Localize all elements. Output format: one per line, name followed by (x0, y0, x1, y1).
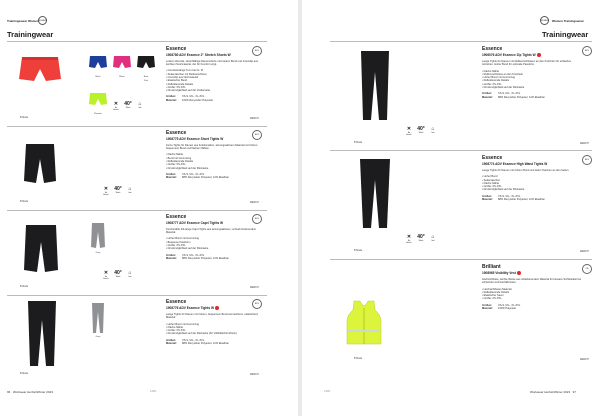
product-image-zip-tights (357, 50, 393, 122)
separator (330, 150, 592, 151)
footer-mid: 1908 ... (324, 390, 333, 393)
color-label: Grey (95, 336, 101, 338)
iron-icon: ⌂ Iron (128, 270, 132, 278)
spec-list: Größen: XS-S, M-L, XL-XXL Material: 88% Recycelter Polyester, 12% Elasthan (166, 253, 229, 260)
care-icons (102, 270, 134, 280)
product-subtitle: 1908965 Visibility Vest (482, 271, 582, 275)
feature-list: • Flache Nähte • Bund mit Gummizug • Reflektierende Details • Größe: XS-XXL • Druckmöglichkeit auf der Rückseite (166, 153, 262, 169)
spec-list: Größen: XS-S, M-L, XL-XXL Material: 88% Recycelter Polyester, 12% Elasthan (482, 194, 545, 201)
product-name: Essence (166, 214, 187, 220)
feature-list: • Innenbeinlänge 5 cm bei Gr. M • Seitentaschen mit Reißverschluss • Innenslip aus Netzmaterial • Elastischer Bund • Reflektierende Details • Größe: XS-XXL • Druckmöglichkeit auf der Vorderseite (166, 69, 262, 92)
no-bleach-icon: ✕ No bleach (406, 126, 412, 137)
footer-text: Workwear Herbst/Winter 2023 (12, 390, 53, 394)
product-subtitle: 1908780 ADV Essence 2" Stretch Shorts W (166, 53, 231, 57)
care-icons (405, 234, 437, 244)
feature-list: • Hoher Bund mit Gummizug • Bequeme Passform • Größe: XS-XXL • Druckmöglichkeit auf der Rückseite (166, 237, 262, 250)
iron-icon: ⌂ Iron (128, 186, 132, 194)
product-image-visibility-vest (344, 300, 384, 346)
wash-icon: 40° Wash (114, 270, 122, 278)
header-label: Trainingswear Women (7, 19, 39, 23)
product-ref: MERCH (250, 201, 259, 204)
product-subtitle: 1908776 ADV Essence Tights W (166, 306, 262, 310)
feature-list: • Hoher Bund mit Gummizug • Flache Nähte • Größe: XS-XXL • Druckmöglichkeit auf der Rückseite (für Vollbildschirmdruck) (166, 323, 262, 336)
product-image-shorts-flumino (88, 92, 108, 108)
color-label: Pink (143, 80, 149, 82)
feature-list: • Hoher Bund • Seitentaschen • Flache Nähte • Größe: XS-XXL • Druckmöglichkeit auf der Rückseite (482, 175, 582, 191)
product-image-short-tights (22, 143, 58, 187)
product-ref: MERCH (580, 250, 589, 253)
product-info (482, 155, 582, 201)
product-ref: MERCH (250, 373, 259, 376)
product-name: Essence (482, 46, 503, 52)
separator (330, 259, 592, 260)
spec-list: Größen: XS-S, M-L, XL-XXL Material: 88% Recycelter Polyester, 12% Elasthan (482, 92, 545, 99)
product-description: Lange Tights für Damen mit Reißverschlüssen an den Knöcheln für einfaches Anziehen. Hoher Bund für optimale Passform. (482, 60, 571, 67)
new-indicator-icon (517, 271, 521, 275)
header-badge: WOMEN (38, 16, 47, 25)
product-code: B Mode (20, 116, 29, 119)
header-badge: WOMEN (540, 16, 549, 25)
product-subtitle: 1908775 ADV Essence Short Tights W (166, 137, 224, 141)
no-bleach-icon: ✕ No bleach (406, 234, 412, 245)
right-page (302, 0, 600, 416)
adv-badge: ADV (252, 299, 262, 309)
product-subtitle: 1908777 ADV Essence Capri Tights W (166, 221, 224, 225)
separator (7, 41, 267, 42)
product-ref: MERCH (580, 358, 589, 361)
footer-text: Workwear Herbst/Winter 2023 (530, 390, 571, 394)
product-image-shorts-blue (88, 55, 108, 71)
product-info (482, 264, 582, 310)
product-image-shorts-red (18, 55, 62, 87)
product-description: Locker sitzende, stretchfähige Damenshorts mit breitem Bund und Innenslip aus leichtem Netzmaterial, der für Komfort sorgt. (166, 60, 258, 67)
product-code: B Mode (354, 357, 363, 360)
left-page (0, 0, 298, 416)
product-image-capri-tights-black (22, 224, 60, 274)
iron-icon: ⌂ Iron (138, 101, 142, 109)
product-name: Brilliant (482, 264, 501, 270)
product-description: Lange Tights für Damen mit hohem Bund und tiefen Taschen an den Seiten. (482, 169, 570, 172)
product-code: B Mode (354, 141, 363, 144)
care-icons (112, 101, 144, 111)
separator (7, 295, 267, 296)
product-info (166, 130, 262, 179)
color-label: Beat (143, 76, 149, 78)
spec-list: Größen: XS-S, M-L, XL-XXL Material: 100% Recycelter Polyester (166, 95, 214, 102)
color-label: Flumino (94, 113, 102, 115)
wash-icon: 40° Wash (124, 101, 132, 109)
color-label: Black (95, 76, 101, 78)
page-title: Trainingwear (542, 30, 589, 39)
separator (330, 41, 592, 42)
footer (530, 390, 576, 394)
color-label: Grey (95, 252, 101, 254)
no-bleach-icon: ✕ No bleach (103, 186, 109, 197)
no-bleach-icon: ✕ No bleach (103, 270, 109, 281)
footer (7, 390, 53, 394)
product-image-high-waist-tights (357, 158, 393, 230)
page-number: 96 (7, 390, 11, 394)
product-subtitle: 1906076 ADV Essence Zip Tights W (482, 53, 582, 57)
header-label: Women Trainingswear (552, 19, 584, 23)
product-name: Essence (166, 299, 187, 305)
product-ref: MERCH (250, 286, 259, 289)
no-bleach-icon: ✕ No bleach (113, 101, 119, 112)
spec-list: Größen: XS-S, M-L, XL-XXL Material: 88% Recycelter Polyester, 12% Elasthan (166, 172, 229, 180)
product-name: Essence (166, 130, 187, 136)
product-info (166, 214, 262, 260)
product-image-shorts-pink (112, 55, 132, 71)
care-icons (405, 126, 437, 136)
product-image-tights-black (24, 300, 60, 368)
feature-list: • Flache Nähte • Reißverschlüsse an den Knöcheln • Hoher Bund mit Gummizug • Reflektierende Details • Größe: XS-XXL • Druckmöglichkeit auf der Rückseite (482, 70, 582, 90)
adv-badge: ADV (252, 46, 262, 56)
product-image-shorts-black (136, 55, 156, 71)
new-indicator-icon (215, 306, 219, 310)
spec-list: Größen: XS-S, M-L, XL-XXL Material: 88% Recycelter Polyester, 12% Elasthan (166, 338, 229, 346)
wash-icon: 40° Wash (114, 186, 122, 194)
product-code: B Mode (20, 372, 29, 375)
new-indicator-icon (537, 53, 541, 57)
product-ref: MERCH (580, 142, 589, 145)
care-icons (102, 186, 134, 196)
color-label: Blaze (119, 76, 125, 78)
product-ref: MERCH (250, 117, 259, 120)
product-info (482, 46, 582, 99)
wash-icon: 40° Wash (417, 234, 425, 242)
product-code: B Mode (354, 249, 363, 252)
product-info (166, 46, 262, 102)
iron-icon: ⌂ Iron (431, 126, 435, 134)
adv-badge: ADV (582, 46, 592, 56)
feature-list: • Hochsichtbares Material • Reflektierende Details • Elastischer Saum • Größe: XS-XXL (482, 288, 582, 301)
wash-icon: 40° Wash (417, 126, 425, 134)
product-description: Kurze Tights für Damen aus funktionellem, atmungsaktivem Material mit hohem, bequemem Bund und flachen Nähten. (166, 144, 258, 151)
product-info (166, 299, 262, 345)
product-description: Komfortable 3/4-lange Capri-Tights aus atmungsaktivem, schnell trocknendem Material. (166, 228, 257, 235)
product-description: Hochsichtbare, leichte Weste aus reflektierendem Material für bessere Sichtbarkeit bei schlechten Lichtverhältnissen. (482, 278, 582, 285)
product-code: B Mode (20, 200, 29, 203)
adv-badge: ADV (252, 214, 262, 224)
product-description: Lange Tights für Damen mit hohem, bequemem Bund aus leichtem, elastischem Material. (166, 313, 259, 320)
footer-mid: 1908 ... (150, 390, 159, 393)
page-title: Trainingwear (7, 30, 54, 39)
product-name: Essence (166, 46, 187, 52)
adv-badge: ADV (582, 155, 592, 165)
product-code: B Mode (20, 285, 29, 288)
product-name: Essence (482, 155, 503, 161)
product-image-tights-grey (90, 302, 106, 334)
separator (7, 210, 267, 211)
separator (7, 126, 267, 127)
iron-icon: ⌂ Iron (431, 234, 435, 242)
adv-badge: ADV (252, 130, 262, 140)
page-number: 97 (572, 390, 576, 394)
spec-list: Größen: XS-S, M-L, XL-XXL Material: 100% Polyester (482, 303, 521, 311)
product-image-capri-tights-grey (90, 222, 106, 250)
vis-badge: VIS (582, 264, 592, 274)
product-subtitle: 1908774 ADV Essence High Waist Tights W (482, 162, 548, 166)
